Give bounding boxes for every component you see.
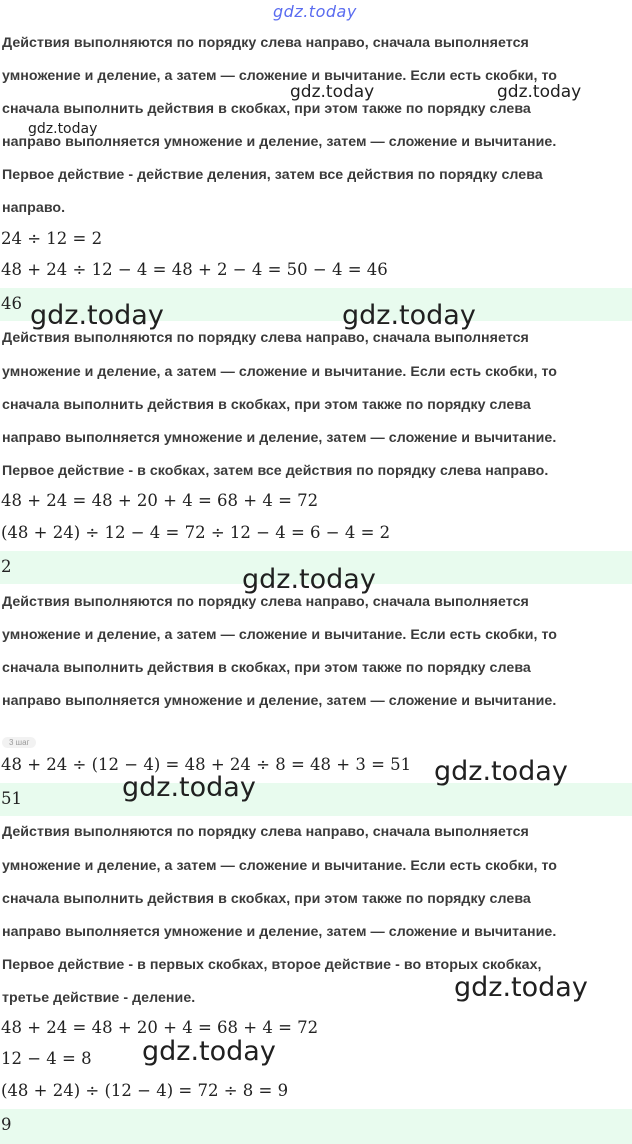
section-4-line-1: Действия выполняются по порядку слева направо, сначала выполняется — [2, 824, 529, 840]
section-2-line-1: Действия выполняются по порядку слева направо, сначала выполняется — [2, 330, 529, 346]
section-4-line-2: умножение и деление, а затем — сложение и вычитание. Если есть скобки, то — [2, 858, 557, 874]
watermark: gdz.today — [454, 972, 588, 1003]
section-2-answer: 2 — [1, 557, 12, 576]
section-4-answer-box — [0, 1109, 632, 1144]
section-1-line-5: Первое действие - действие деления, затем все действия по порядку слева — [2, 167, 543, 183]
watermark-top: gdz.today — [273, 2, 357, 21]
watermark: gdz.today — [30, 300, 164, 331]
watermark: gdz.today — [142, 1036, 276, 1067]
section-2-line-2: умножение и деление, а затем — сложение и вычитание. Если есть скобки, то — [2, 364, 557, 380]
section-3-math-1: 48 + 24 ÷ (12 − 4) = 48 + 24 ÷ 8 = 48 + 3 = 51 — [1, 755, 412, 774]
section-1-line-1: Действия выполняются по порядку слева направо, сначала выполняется — [2, 35, 529, 51]
section-4-math-1: 48 + 24 = 48 + 20 + 4 = 68 + 4 = 72 — [1, 1018, 319, 1037]
section-1-line-3: сначала выполнить действия в скобках, при этом также по порядку слева — [2, 101, 531, 117]
section-2-math-1: 48 + 24 = 48 + 20 + 4 = 68 + 4 = 72 — [1, 491, 319, 510]
section-1-math-1: 24 ÷ 12 = 2 — [1, 229, 103, 248]
section-2-line-3: сначала выполнить действия в скобках, при этом также по порядку слева — [2, 397, 531, 413]
watermark: gdz.today — [290, 82, 375, 102]
watermark: gdz.today — [28, 121, 98, 137]
section-4-answer: 9 — [1, 1115, 12, 1134]
section-4-math-3: (48 + 24) ÷ (12 − 4) = 72 ÷ 8 = 9 — [1, 1081, 289, 1100]
section-3-answer-box — [0, 783, 632, 816]
watermark: gdz.today — [122, 772, 256, 803]
section-4-line-3: сначала выполнить действия в скобках, при этом также по порядку слева — [2, 891, 531, 907]
section-3-answer: 51 — [1, 789, 22, 808]
section-1-line-2: умножение и деление, а затем — сложение и вычитание. Если есть скобки, то — [2, 68, 557, 84]
watermark: gdz.today — [434, 756, 568, 787]
section-3-line-2: умножение и деление, а затем — сложение и вычитание. Если есть скобки, то — [2, 627, 557, 643]
section-4-line-5: Первое действие - в первых скобках, второе действие - во вторых скобках, — [2, 957, 542, 973]
section-2-answer-box — [0, 551, 632, 584]
section-3-line-3: сначала выполнить действия в скобках, при этом также по порядку слева — [2, 660, 531, 676]
watermark: gdz.today — [342, 300, 476, 331]
watermark: gdz.today — [242, 564, 376, 595]
section-1-line-6: направо. — [2, 200, 66, 216]
section-2-line-5: Первое действие - в скобках, затем все действия по порядку слева направо. — [2, 463, 549, 479]
section-1-line-4: направо выполняется умножение и деление, затем — сложение и вычитание. — [2, 134, 557, 150]
section-4-line-4: направо выполняется умножение и деление, затем — сложение и вычитание. — [2, 924, 557, 940]
section-4-line-6: третье действие - деление. — [2, 990, 196, 1006]
section-4-math-2: 12 − 4 = 8 — [1, 1049, 92, 1068]
section-1-answer: 46 — [1, 294, 22, 313]
watermark: gdz.today — [497, 82, 582, 102]
section-2-math-2: (48 + 24) ÷ 12 − 4 = 72 ÷ 12 − 4 = 6 − 4 = 2 — [1, 523, 391, 542]
section-2-line-4: направо выполняется умножение и деление, затем — сложение и вычитание. — [2, 430, 557, 446]
section-1-math-2: 48 + 24 ÷ 12 − 4 = 48 + 2 − 4 = 50 − 4 = 46 — [1, 260, 388, 279]
section-3-line-1: Действия выполняются по порядку слева направо, сначала выполняется — [2, 594, 529, 610]
section-1-answer-box — [0, 288, 632, 321]
section-3-line-4: направо выполняется умножение и деление, затем — сложение и вычитание. — [2, 693, 557, 709]
step-label: 3 шаг — [2, 737, 36, 748]
